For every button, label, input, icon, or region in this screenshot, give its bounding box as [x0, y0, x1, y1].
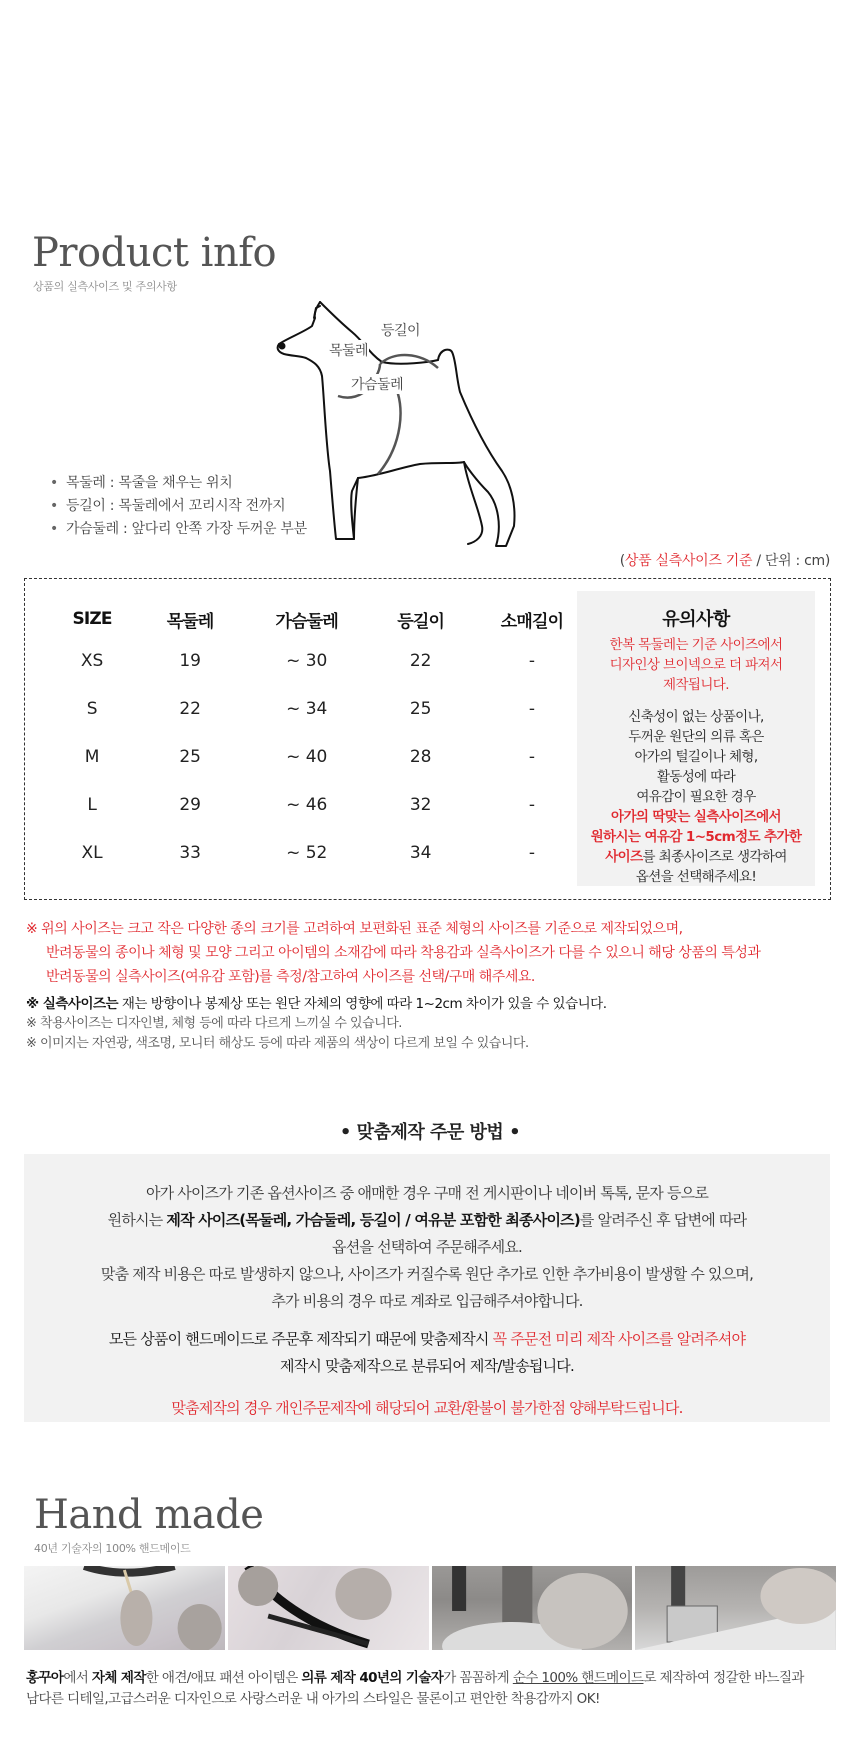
table-row: S 22 ~ 34 25 -	[86, 699, 536, 719]
size-chart-box	[24, 578, 831, 900]
table-row: XL 33 ~ 52 34 -	[81, 843, 536, 863]
custom-order-instructions: 아가 사이즈가 기존 옵션사이즈 중 애매한 경우 구매 전 게시판이나 네이버 톡톡, 문자 등으로 원하시는 제작 사이즈(목둘레, 가슴둘레, 등길이 / 여유분 포함한 최종사이즈)를 알려주신 후 답변에 따라 옵션을 선택하여 주문해주세요. 맞춤 제작 비용은 따로 발생하지 않으나, 사이즈가 커질수록 원단 추가로 인한 추가비용이 발생할 수 있으며, 추가 비용의 경우 따로 계좌로 입금해주셔야합니다.	[100, 1184, 754, 1310]
size-table	[55, 601, 585, 877]
table-header-row	[55, 601, 585, 637]
header-chest: 가슴둘레	[275, 611, 338, 632]
list-item: • 등길이 : 목둘레에서 꼬리시작 전까지	[50, 495, 307, 518]
presser-foot-photo	[635, 1566, 836, 1650]
custom-order-handmade-note: 모든 상품이 핸드메이드로 주문후 제작되기 때문에 맞춤제작시 꼭 주문전 미리 제작 사이즈를 알려주셔야 제작시 맞춤제작으로 분류되어 제작/발송됩니다.	[108, 1330, 746, 1375]
custom-order-refund-note: 맞춤제작의 경우 개인주문제작에 해당되어 교환/환불이 불가한점 양해부탁드립니다.	[171, 1399, 683, 1417]
hand-made-title: Hand made	[34, 1492, 264, 1538]
notice-title: 유의사항	[662, 609, 730, 630]
header-back: 등길이	[397, 611, 445, 632]
table-row: XS 19 ~ 30 22 -	[80, 651, 536, 671]
sewing-machine-photo	[432, 1566, 633, 1650]
hand-made-description: 홍꾸아에서 자체 제작한 애견/애묘 패션 아이템은 의류 제작 40년의 기술자가 꼼꼼하게 순수 100% 핸드메이드로 제작하여 정갈한 바느질과 남다른 디테일,고급스러운 디자인으로 사랑스러운 내 아가의 스타일은 물론이고 편안한 착용감까지 OK!	[26, 1670, 804, 1707]
unit-note: (상품 실측사이즈 기준 / 단위 : cm)	[619, 553, 830, 569]
handmade-photo-strip	[24, 1566, 836, 1650]
notice-panel	[577, 591, 815, 886]
table-row: M 25 ~ 40 28 -	[84, 747, 536, 767]
hand-made-subtitle: 40년 기술자의 100% 핸드메이드	[34, 1542, 191, 1555]
measurement-guide-list	[50, 472, 307, 541]
size-disclaimer: ※ 실측사이즈는 재는 방향이나 봉제상 또는 원단 자체의 영향에 따라 1~2cm 차이가 있을 수 있습니다. ※ 착용사이즈는 디자인별, 체형 등에 따라 다르게 느끼실 수 있습니다. ※ 이미지는 자연광, 색조명, 모니터 해상도 등에 따라 제품의 색상이 다르게 보일 수 있습니다.	[26, 996, 607, 1051]
custom-order-title: • 맞춤제작 주문 방법 •	[339, 1122, 521, 1143]
cutting-fabric-photo	[228, 1566, 429, 1650]
list-item: • 목둘레 : 목줄을 채우는 위치	[50, 472, 307, 495]
back-length-label: 등길이	[380, 320, 421, 340]
product-info-subtitle: 상품의 실측사이즈 및 주의사항	[33, 280, 177, 293]
size-disclaimer-red: ※ 위의 사이즈는 크고 작은 다양한 종의 크기를 고려하여 보편화된 표준 체형의 사이즈를 기준으로 제작되었으며, 반려동물의 종이나 체형 및 모양 그리고 아이템의 소재감에 따라 착용감과 실측사이즈가 다를 수 있으니 해당 상품의 특성과 반려동물의 실측사이즈(여유감 포함)를 측정/참고하여 사이즈를 선택/구매 해주세요.	[26, 921, 761, 985]
table-row: L 29 ~ 46 32 -	[87, 795, 536, 815]
header-sleeve: 소매길이	[500, 611, 564, 632]
product-info-title: Product info	[32, 230, 277, 276]
header-neck: 목둘레	[166, 611, 214, 632]
notice-hanbok-note: 한복 목둘레는 기준 사이즈에서 디자인상 브이넥으로 더 파져서 제작됩니다.	[609, 637, 783, 693]
marking-fabric-photo	[24, 1566, 225, 1650]
list-item: • 가슴둘레 : 앞다리 안쪽 가장 두꺼운 부분	[50, 518, 307, 541]
chest-label: 가슴둘레	[350, 374, 404, 394]
custom-order-box	[24, 1154, 830, 1422]
header-size: SIZE	[72, 609, 112, 629]
neck-label: 목둘레	[328, 340, 369, 360]
dog-measurement-diagram	[270, 296, 530, 556]
notice-fit-note: 신축성이 없는 상품이나, 두꺼운 원단의 의류 혹은 아가의 털길이나 체형, 활동성에 따라 여유감이 필요한 경우 아가의 딱맞는 실측사이즈에서 원하시는 여유감 1~5cm정도 추가한 사이즈를 최종사이즈로 생각하여 옵션을 선택해주세요!	[590, 709, 802, 885]
